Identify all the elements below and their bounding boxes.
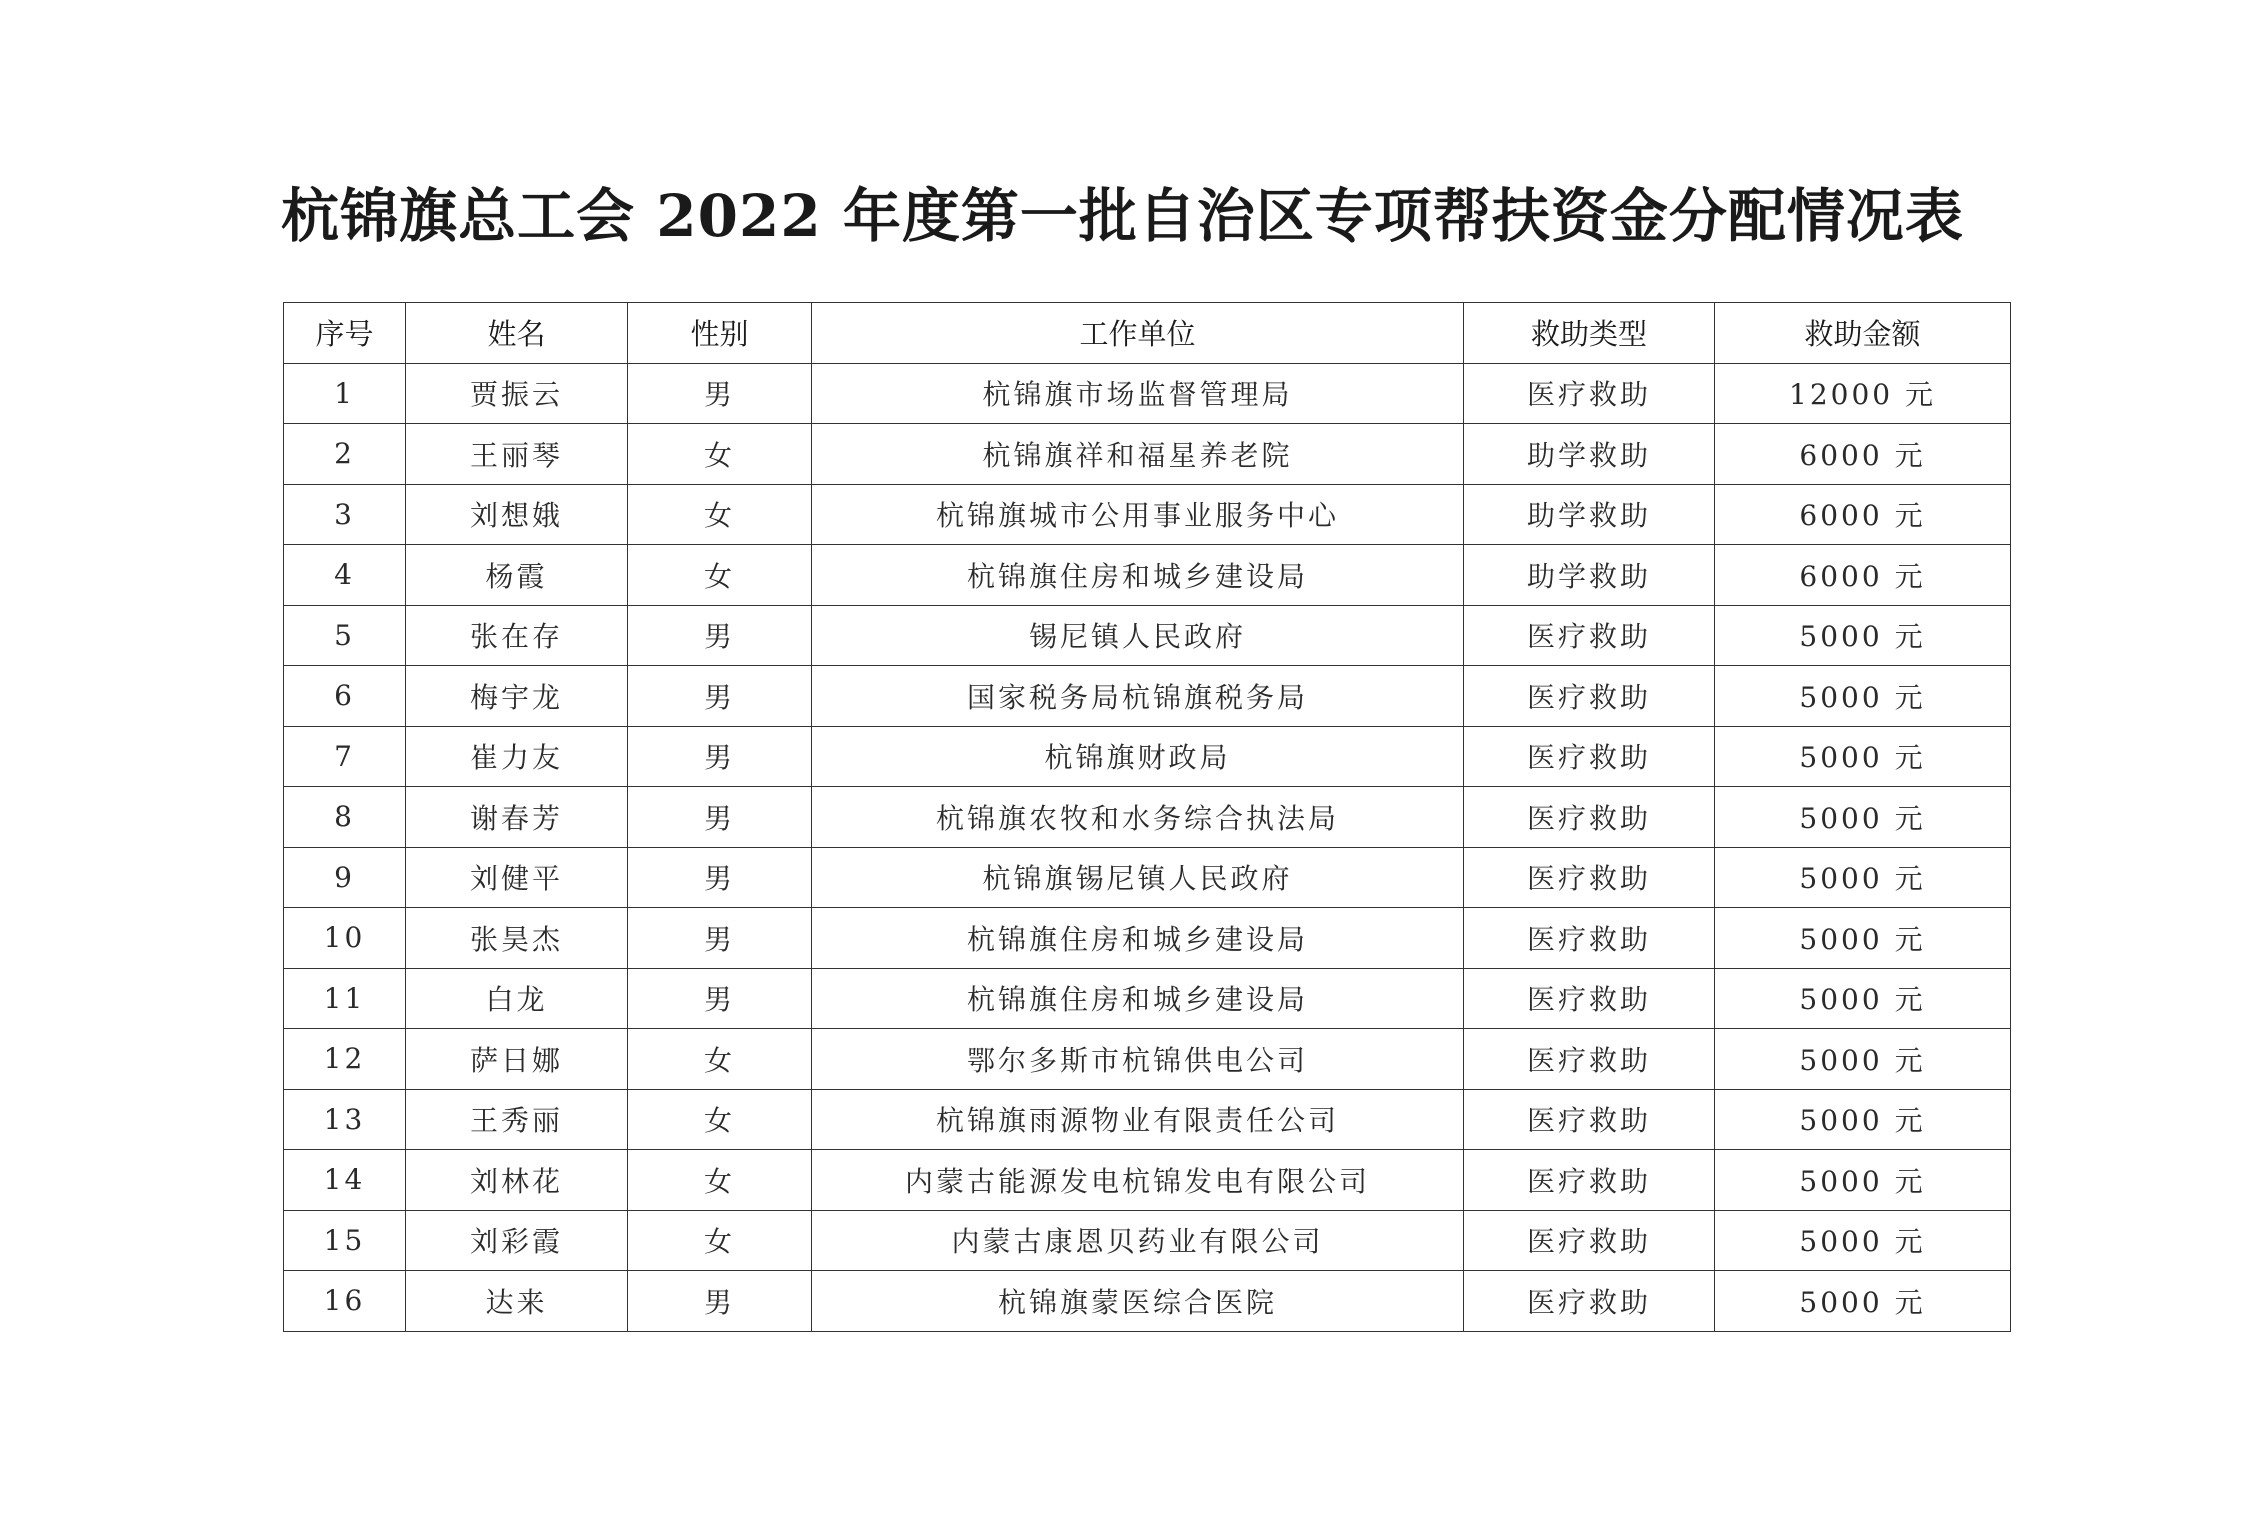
cell-name: 刘健平 <box>406 847 628 908</box>
cell-amount: 5000 元 <box>1715 605 2011 666</box>
cell-no: 6 <box>284 666 406 727</box>
cell-amount: 5000 元 <box>1715 968 2011 1029</box>
cell-gender: 男 <box>628 908 812 969</box>
cell-amount: 5000 元 <box>1715 908 2011 969</box>
cell-no: 8 <box>284 787 406 848</box>
cell-amount: 5000 元 <box>1715 847 2011 908</box>
cell-type: 医疗救助 <box>1464 908 1715 969</box>
cell-type: 医疗救助 <box>1464 1210 1715 1271</box>
cell-name: 王秀丽 <box>406 1089 628 1150</box>
cell-gender: 女 <box>628 1029 812 1090</box>
cell-gender: 男 <box>628 1271 812 1332</box>
header-unit: 工作单位 <box>812 303 1464 364</box>
cell-name: 达来 <box>406 1271 628 1332</box>
cell-gender: 男 <box>628 847 812 908</box>
cell-gender: 男 <box>628 363 812 424</box>
cell-amount: 6000 元 <box>1715 424 2011 485</box>
table-header-row <box>284 303 2011 364</box>
cell-unit: 锡尼镇人民政府 <box>812 605 1464 666</box>
cell-unit: 杭锦旗住房和城乡建设局 <box>812 908 1464 969</box>
cell-amount: 6000 元 <box>1715 545 2011 606</box>
cell-no: 5 <box>284 605 406 666</box>
cell-type: 助学救助 <box>1464 545 1715 606</box>
cell-gender: 女 <box>628 1089 812 1150</box>
table-row <box>284 908 2011 969</box>
cell-unit: 杭锦旗农牧和水务综合执法局 <box>812 787 1464 848</box>
cell-type: 医疗救助 <box>1464 1271 1715 1332</box>
header-name: 姓名 <box>406 303 628 364</box>
cell-unit: 鄂尔多斯市杭锦供电公司 <box>812 1029 1464 1090</box>
header-gender: 性别 <box>628 303 812 364</box>
cell-name: 贾振云 <box>406 363 628 424</box>
table-row <box>284 484 2011 545</box>
cell-gender: 男 <box>628 666 812 727</box>
cell-gender: 女 <box>628 424 812 485</box>
cell-amount: 5000 元 <box>1715 1210 2011 1271</box>
cell-name: 张昊杰 <box>406 908 628 969</box>
table-row <box>284 1210 2011 1271</box>
cell-name: 谢春芳 <box>406 787 628 848</box>
cell-type: 医疗救助 <box>1464 968 1715 1029</box>
cell-amount: 5000 元 <box>1715 1089 2011 1150</box>
cell-name: 刘林花 <box>406 1150 628 1211</box>
table-row <box>284 545 2011 606</box>
cell-no: 16 <box>284 1271 406 1332</box>
cell-unit: 内蒙古能源发电杭锦发电有限公司 <box>812 1150 1464 1211</box>
cell-unit: 内蒙古康恩贝药业有限公司 <box>812 1210 1464 1271</box>
table-body <box>284 363 2011 1331</box>
cell-unit: 国家税务局杭锦旗税务局 <box>812 666 1464 727</box>
table-row <box>284 787 2011 848</box>
document-title: 杭锦旗总工会 2022 年度第一批自治区专项帮扶资金分配情况表 <box>281 182 1964 250</box>
cell-type: 医疗救助 <box>1464 1029 1715 1090</box>
cell-name: 白龙 <box>406 968 628 1029</box>
cell-type: 医疗救助 <box>1464 787 1715 848</box>
cell-amount: 6000 元 <box>1715 484 2011 545</box>
cell-name: 萨日娜 <box>406 1029 628 1090</box>
cell-name: 崔力友 <box>406 726 628 787</box>
cell-amount: 5000 元 <box>1715 1150 2011 1211</box>
cell-name: 梅宇龙 <box>406 666 628 727</box>
cell-unit: 杭锦旗蒙医综合医院 <box>812 1271 1464 1332</box>
cell-gender: 男 <box>628 605 812 666</box>
cell-no: 15 <box>284 1210 406 1271</box>
cell-amount: 5000 元 <box>1715 1271 2011 1332</box>
cell-no: 3 <box>284 484 406 545</box>
cell-amount: 5000 元 <box>1715 666 2011 727</box>
cell-no: 12 <box>284 1029 406 1090</box>
cell-unit: 杭锦旗祥和福星养老院 <box>812 424 1464 485</box>
cell-gender: 男 <box>628 726 812 787</box>
cell-type: 医疗救助 <box>1464 605 1715 666</box>
cell-unit: 杭锦旗锡尼镇人民政府 <box>812 847 1464 908</box>
cell-name: 刘彩霞 <box>406 1210 628 1271</box>
cell-amount: 5000 元 <box>1715 787 2011 848</box>
cell-no: 9 <box>284 847 406 908</box>
cell-name: 刘想娥 <box>406 484 628 545</box>
cell-no: 1 <box>284 363 406 424</box>
table-row <box>284 726 2011 787</box>
cell-no: 10 <box>284 908 406 969</box>
cell-gender: 男 <box>628 968 812 1029</box>
table-row <box>284 1089 2011 1150</box>
cell-type: 医疗救助 <box>1464 847 1715 908</box>
cell-unit: 杭锦旗住房和城乡建设局 <box>812 968 1464 1029</box>
cell-gender: 男 <box>628 787 812 848</box>
cell-no: 13 <box>284 1089 406 1150</box>
table-row <box>284 424 2011 485</box>
cell-gender: 女 <box>628 545 812 606</box>
cell-name: 杨霞 <box>406 545 628 606</box>
cell-amount: 12000 元 <box>1715 363 2011 424</box>
cell-type: 医疗救助 <box>1464 363 1715 424</box>
cell-unit: 杭锦旗城市公用事业服务中心 <box>812 484 1464 545</box>
table-row <box>284 666 2011 727</box>
cell-type: 医疗救助 <box>1464 1089 1715 1150</box>
header-amount: 救助金额 <box>1715 303 2011 364</box>
header-no: 序号 <box>284 303 406 364</box>
cell-gender: 女 <box>628 1210 812 1271</box>
cell-no: 2 <box>284 424 406 485</box>
cell-type: 助学救助 <box>1464 484 1715 545</box>
table-row <box>284 847 2011 908</box>
cell-name: 张在存 <box>406 605 628 666</box>
allocation-table <box>283 302 2011 1332</box>
cell-unit: 杭锦旗市场监督管理局 <box>812 363 1464 424</box>
cell-unit: 杭锦旗住房和城乡建设局 <box>812 545 1464 606</box>
table-row <box>284 1271 2011 1332</box>
cell-amount: 5000 元 <box>1715 1029 2011 1090</box>
table-row <box>284 605 2011 666</box>
cell-no: 4 <box>284 545 406 606</box>
cell-type: 医疗救助 <box>1464 726 1715 787</box>
table-row <box>284 1150 2011 1211</box>
cell-no: 14 <box>284 1150 406 1211</box>
table-row <box>284 363 2011 424</box>
cell-no: 11 <box>284 968 406 1029</box>
cell-amount: 5000 元 <box>1715 726 2011 787</box>
cell-unit: 杭锦旗雨源物业有限责任公司 <box>812 1089 1464 1150</box>
cell-gender: 女 <box>628 484 812 545</box>
table-row <box>284 1029 2011 1090</box>
header-type: 救助类型 <box>1464 303 1715 364</box>
cell-gender: 女 <box>628 1150 812 1211</box>
cell-type: 医疗救助 <box>1464 1150 1715 1211</box>
cell-type: 医疗救助 <box>1464 666 1715 727</box>
cell-unit: 杭锦旗财政局 <box>812 726 1464 787</box>
cell-name: 王丽琴 <box>406 424 628 485</box>
cell-type: 助学救助 <box>1464 424 1715 485</box>
table-row <box>284 968 2011 1029</box>
cell-no: 7 <box>284 726 406 787</box>
